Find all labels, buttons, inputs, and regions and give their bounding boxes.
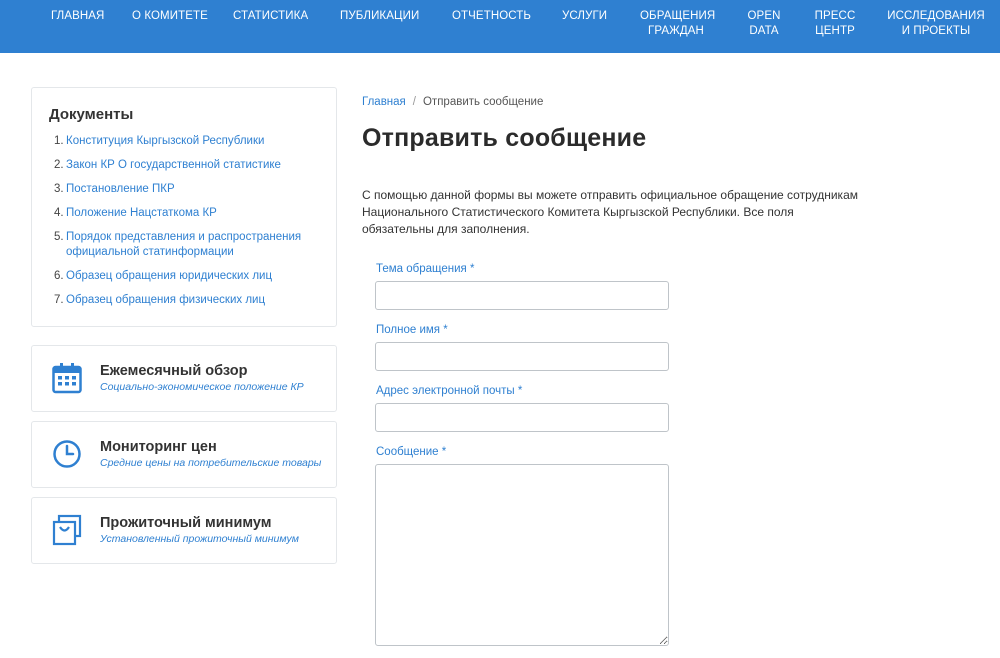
document-number: 7. — [54, 294, 64, 306]
documents-panel — [31, 87, 337, 327]
document-item — [54, 230, 334, 260]
document-link-regulation[interactable]: Положение Нацстаткома КР — [66, 207, 217, 219]
nav-item-research[interactable]: ИССЛЕДОВАНИЯ И ПРОЕКТЫ — [887, 10, 985, 37]
document-number: 2. — [54, 159, 64, 171]
document-item — [54, 134, 334, 149]
page-title: Отправить сообщение — [362, 124, 647, 152]
top-navigation — [0, 0, 1000, 53]
card-subsistence-minimum[interactable] — [31, 497, 337, 564]
breadcrumb-home-link[interactable]: Главная — [362, 96, 406, 108]
nav-item-services[interactable]: УСЛУГИ — [562, 10, 608, 22]
document-number: 6. — [54, 270, 64, 282]
shopping-bag-icon — [52, 514, 82, 546]
document-item — [54, 206, 334, 221]
full-name-label: Полное имя * — [376, 324, 448, 336]
breadcrumb-separator: / — [412, 96, 416, 108]
calendar-icon — [52, 362, 82, 394]
breadcrumb-current: Отправить сообщение — [422, 96, 544, 108]
documents-list — [54, 134, 334, 317]
card-subtitle: Социально-экономическое положение КР — [100, 381, 304, 393]
clock-icon — [52, 438, 82, 470]
card-subtitle: Установленный прожиточный минимум — [100, 533, 299, 545]
card-title: Ежемесячный обзор — [100, 363, 248, 379]
breadcrumb — [362, 96, 543, 108]
document-link-statistics-law[interactable]: Закон КР О государственной статистике — [66, 159, 281, 171]
document-link-legal-entity-sample[interactable]: Образец обращения юридических лиц — [66, 270, 273, 282]
card-title: Мониторинг цен — [100, 439, 217, 455]
intro-text: С помощью данной формы вы можете отправить официальное обращение сотрудникам Национального Статистического Комитета Кыргызской Республики. Все поля обязательны для заполнения. — [362, 188, 858, 236]
document-number: 4. — [54, 207, 64, 219]
nav-item-appeals[interactable]: ОБРАЩЕНИЯ ГРАЖДАН — [640, 10, 716, 37]
document-item — [54, 182, 334, 197]
nav-item-publications[interactable]: ПУБЛИКАЦИИ — [340, 10, 420, 22]
document-link-individual-sample[interactable]: Образец обращения физических лиц — [66, 294, 266, 306]
document-item — [54, 293, 334, 308]
document-number: 5. — [54, 231, 64, 243]
document-item — [54, 269, 334, 284]
message-textarea[interactable] — [375, 464, 669, 646]
nav-item-about[interactable]: О КОМИТЕТЕ — [132, 10, 208, 22]
message-label: Сообщение * — [376, 446, 447, 458]
document-number: 1. — [54, 135, 64, 147]
document-link-resolution[interactable]: Постановление ПКР — [66, 183, 175, 195]
subject-input[interactable] — [375, 281, 669, 310]
card-monthly-review[interactable] — [31, 345, 337, 412]
document-link-procedure[interactable]: Порядок представления и распространения официальной статинформации — [66, 231, 302, 258]
nav-item-press-center[interactable]: ПРЕСС ЦЕНТР — [814, 10, 856, 37]
document-number: 3. — [54, 183, 64, 195]
nav-item-home[interactable]: ГЛАВНАЯ — [51, 10, 105, 22]
full-name-input[interactable] — [375, 342, 669, 371]
email-input[interactable] — [375, 403, 669, 432]
card-subtitle: Средние цены на потребительские товары — [100, 457, 322, 469]
card-price-monitoring[interactable] — [31, 421, 337, 488]
document-link-constitution[interactable]: Конституция Кыргызской Республики — [66, 135, 265, 147]
nav-item-open-data[interactable]: OPEN DATA — [747, 10, 781, 37]
document-item — [54, 158, 334, 173]
nav-item-statistics[interactable]: СТАТИСТИКА — [233, 10, 309, 22]
documents-title: Документы — [49, 106, 134, 123]
subject-label: Тема обращения * — [376, 263, 475, 275]
email-label: Адрес электронной почты * — [376, 385, 523, 397]
nav-item-reports[interactable]: ОТЧЕТНОСТЬ — [452, 10, 532, 22]
card-title: Прожиточный минимум — [100, 515, 272, 531]
